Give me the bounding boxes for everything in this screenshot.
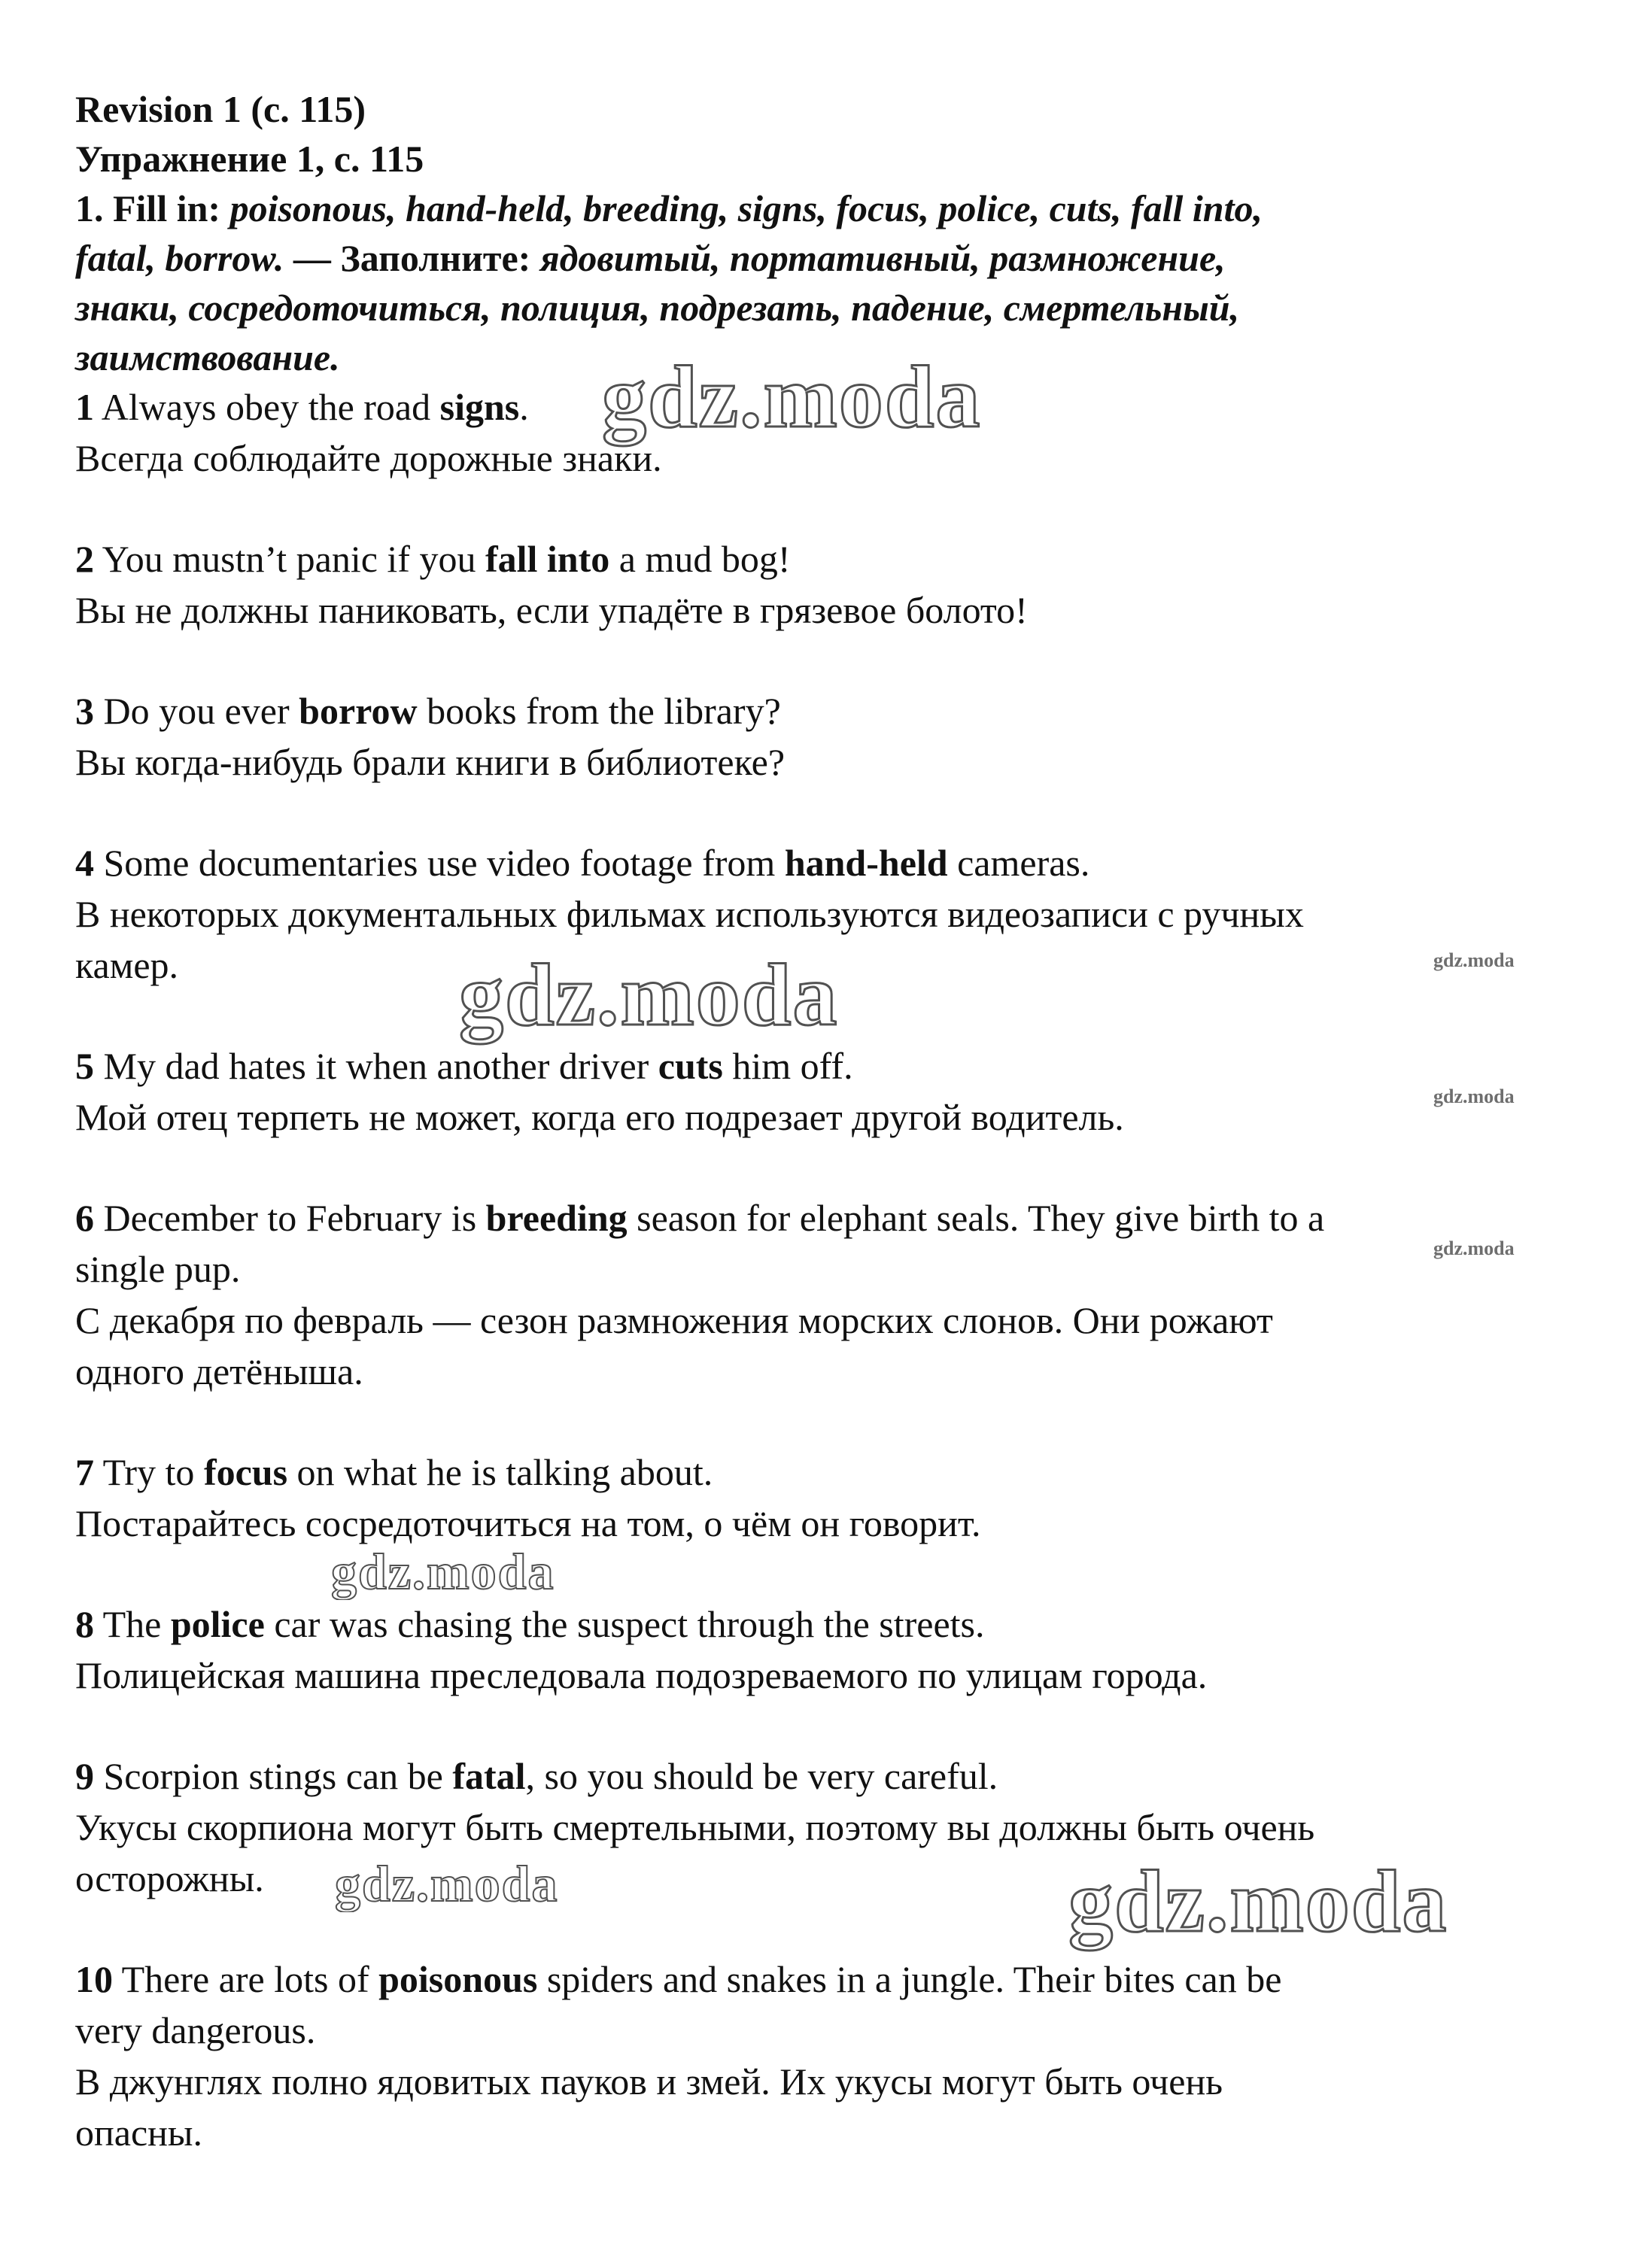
watermark-logo: gdz.moda bbox=[1433, 1237, 1515, 1259]
watermark-logo: gdz.moda bbox=[459, 946, 839, 1044]
watermark-logo: gdz.moda bbox=[331, 1543, 555, 1600]
task-line-3: знаки, сосредоточиться, полиция, подрезать, падение, смертельный, bbox=[75, 287, 1240, 329]
item-6-en-2: single pup. bbox=[75, 1248, 241, 1290]
item-8-en: 8 The police car was chasing the suspect through the streets. bbox=[75, 1603, 985, 1645]
item-10-en-2: very dangerous. bbox=[75, 2009, 316, 2051]
watermark-logo: gdz.moda bbox=[1433, 1085, 1515, 1107]
item-1-en: 1 Always obey the road signs. bbox=[75, 386, 529, 428]
item-2-en: 2 You mustn’t panic if you fall into a mud bog! bbox=[75, 538, 791, 580]
item-6-ru-2: одного детёныша. bbox=[75, 1350, 363, 1392]
item-9-ru: Укусы скорпиона могут быть смертельными, поэтому вы должны быть очень bbox=[75, 1806, 1315, 1848]
task-line-4: заимствование. bbox=[75, 336, 340, 378]
item-7-ru: Постарайтесь сосредоточиться на том, о чём он говорит. bbox=[75, 1502, 981, 1544]
item-1-ru: Всегда соблюдайте дорожные знаки. bbox=[75, 437, 662, 479]
item-10-ru: В джунглях полно ядовитых пауков и змей. Их укусы могут быть очень bbox=[75, 2060, 1223, 2103]
item-3-en: 3 Do you ever borrow books from the library? bbox=[75, 690, 781, 732]
exercise-title: Упражнение 1, с. 115 bbox=[75, 138, 424, 180]
item-7-en: 7 Try to focus on what he is talking about. bbox=[75, 1451, 713, 1493]
item-5-ru: Мой отец терпеть не может, когда его подрезает другой водитель. bbox=[75, 1096, 1124, 1138]
task-line-1: 1. Fill in: poisonous, hand-held, breeding, signs, focus, police, cuts, fall into, bbox=[75, 187, 1263, 229]
item-9-en: 9 Scorpion stings can be fatal, so you should be very careful. bbox=[75, 1755, 998, 1797]
watermark-logo: gdz.moda bbox=[1433, 949, 1515, 971]
watermark-logo: gdz.moda bbox=[1068, 1852, 1448, 1951]
item-10-en: 10 There are lots of poisonous spiders and snakes in a jungle. Their bites can be bbox=[75, 1958, 1282, 2000]
page-title: Revision 1 (с. 115) bbox=[75, 88, 366, 130]
task-line-2: fatal, borrow. — Заполните: ядовитый, портативный, размножение, bbox=[75, 237, 1226, 279]
item-2-ru: Вы не должны паниковать, если упадёте в грязевое болото! bbox=[75, 589, 1028, 631]
watermark-logo: gdz.moda bbox=[335, 1855, 559, 1912]
item-4-ru-2: камер. bbox=[75, 944, 179, 986]
item-6-ru: С декабря по февраль — сезон размножения морских слонов. Они рожают bbox=[75, 1299, 1273, 1341]
item-8-ru: Полицейская машина преследовала подозреваемого по улицам города. bbox=[75, 1654, 1208, 1696]
item-4-en: 4 Some documentaries use video footage from hand-held cameras. bbox=[75, 842, 1090, 884]
item-6-en: 6 December to February is breeding season for elephant seals. They give birth to a bbox=[75, 1197, 1325, 1239]
item-10-ru-2: опасны. bbox=[75, 2112, 202, 2154]
item-4-ru: В некоторых документальных фильмах используются видеозаписи с ручных bbox=[75, 893, 1304, 935]
item-9-ru-2: осторожны. bbox=[75, 1857, 264, 1899]
watermark-logo: gdz.moda bbox=[602, 348, 982, 446]
item-5-en: 5 My dad hates it when another driver cuts him off. bbox=[75, 1045, 853, 1087]
item-3-ru: Вы когда-нибудь брали книги в библиотеке? bbox=[75, 741, 786, 783]
